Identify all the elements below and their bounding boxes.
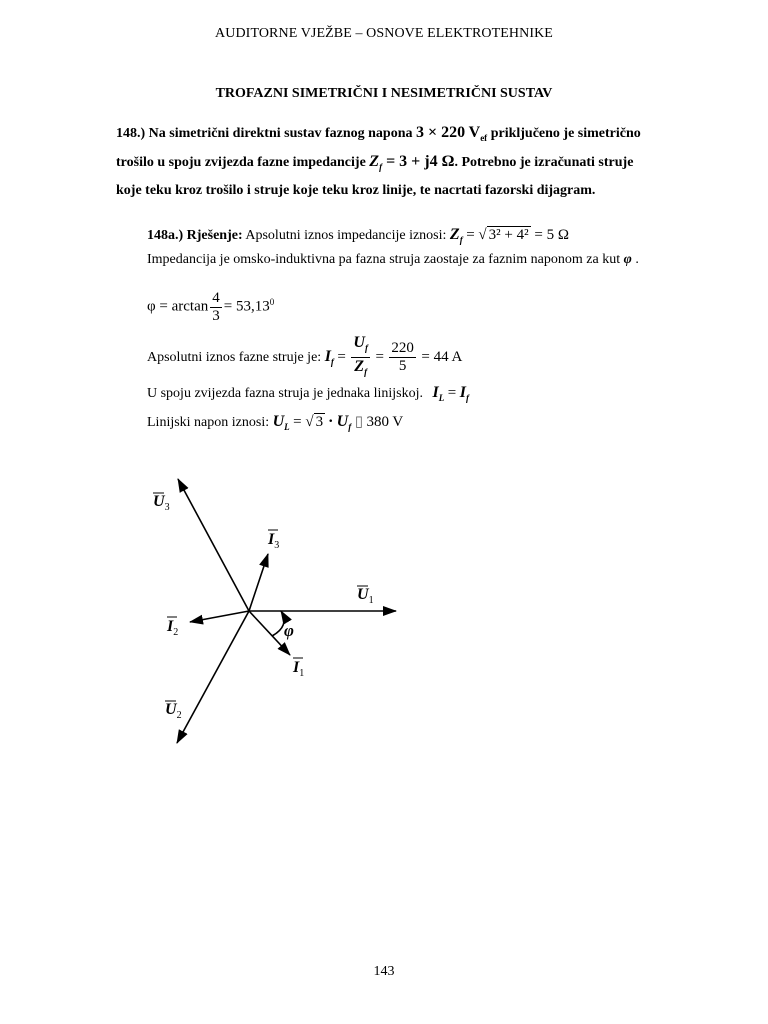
problem-text-1: Na simetrični direktni sustav faznog napona — [148, 126, 413, 141]
solution-label: 148a.) Rješenje: — [147, 228, 243, 243]
phi-arc — [272, 611, 284, 636]
i3-phasor — [249, 554, 268, 611]
voltage-unit: $V_{ef}$ — [468, 124, 488, 144]
u3-label: $U_3$ — [153, 493, 170, 513]
page-number: 143 — [373, 964, 395, 979]
impedance-formula: $Z_f = 3 + j4$ Ω — [369, 153, 455, 173]
solution-line-2: Impedancija je omsko-induktivna pa fazna struja zaostaje za faznim naponom za kut φ . — [147, 252, 639, 267]
phi-equation: φ = arctan $\frac{4}{3}$ = $53,13^0$ — [147, 290, 275, 324]
i2-phasor — [190, 611, 249, 622]
line-voltage-equation: Linijski napon iznosi: $U_L$ = √ $3 \cdot U_f$ ▯ 380 V — [147, 413, 404, 433]
page-header: AUDITORNE VJEŽBE – OSNOVE ELEKTROTEHNIKE — [215, 26, 553, 41]
u3-phasor — [178, 479, 249, 611]
i2-label: $I_2$ — [167, 618, 179, 638]
problem-number: 148.) — [116, 126, 146, 141]
impedance-magnitude: $Z_f$ — [449, 226, 463, 246]
problem-text-3: . Potrebno je izračunati struje koje teku kroz trošilo i struje koje teku kroz linije, te nacrtati fazorski dijagram. — [116, 155, 634, 199]
u2-phasor — [177, 611, 249, 743]
phase-current-equation: Apsolutni iznos fazne struje je: $I_f$ = $\frac{U_f}{Z_f}$ = $\frac{220}{5}$ = 44 A — [147, 334, 463, 378]
line-current-equation: U spoju zvijezda fazna struja je jednaka linijskoj. $I_L = I_f$ — [147, 384, 469, 404]
u1-label: $U_1$ — [357, 586, 374, 606]
section-title: TROFAZNI SIMETRIČNI I NESIMETRIČNI SUSTAV — [215, 86, 553, 101]
u2-label: $U_2$ — [165, 701, 182, 721]
i3-label: $I_3$ — [268, 531, 280, 551]
phi-label: φ — [284, 621, 294, 640]
problem-text-2: priključeno je simetrično trošilo u spoju zvijezda fazne impedancije — [116, 126, 641, 171]
i1-label: $I_1$ — [293, 659, 305, 679]
solution-line-1: 148a.) Rješenje: Apsolutni iznos impedancije iznosi: $Z_f$ = √ 3² + 4² = 5 Ω — [147, 226, 569, 246]
voltage-math: 3 × 220 — [416, 124, 466, 141]
